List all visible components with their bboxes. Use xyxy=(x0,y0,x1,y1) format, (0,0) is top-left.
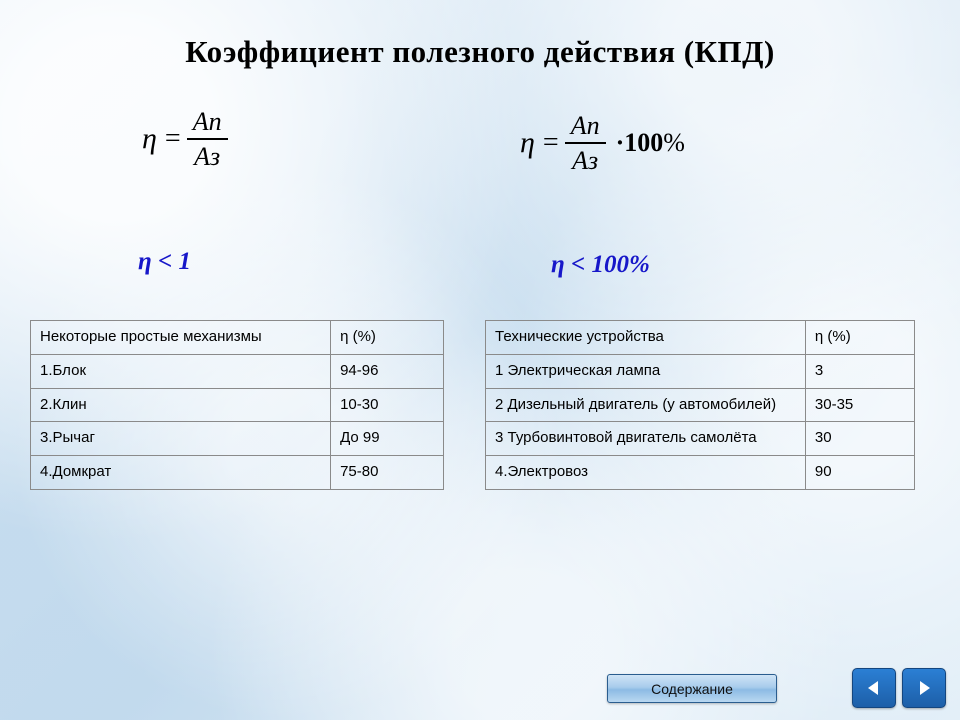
page-title: Коэффициент полезного действия (КПД) xyxy=(185,34,775,69)
table-header-row xyxy=(486,321,915,355)
contents-button-label: Содержание xyxy=(651,680,733,697)
multiplier-value: ·100 xyxy=(615,128,664,158)
fraction-denominator: Аз xyxy=(572,146,599,176)
table-technical-devices xyxy=(485,320,915,490)
formula-efficiency-fraction xyxy=(142,108,228,171)
cell-mechanism-value: 75-80 xyxy=(331,456,444,490)
cell-device-value: 90 xyxy=(805,456,914,490)
equals-symbol: = xyxy=(542,127,559,159)
fraction xyxy=(187,108,228,171)
cell-device-name: 4.Электровоз xyxy=(486,456,806,490)
inequality-eta-less-than-one: η < 1 xyxy=(138,248,191,275)
cell-mechanism-value: До 99 xyxy=(331,422,444,456)
cell-mechanism-name: 3.Рычаг xyxy=(31,422,331,456)
table-row xyxy=(486,354,915,388)
fraction-numerator: Ап xyxy=(570,111,600,140)
table-row xyxy=(31,456,444,490)
column-header-mechanism: Некоторые простые механизмы xyxy=(31,321,331,355)
cell-mechanism-name: 1.Блок xyxy=(31,354,331,388)
fraction xyxy=(565,112,606,175)
triangle-left-icon xyxy=(865,679,883,697)
table-row xyxy=(31,388,444,422)
cell-device-value: 30 xyxy=(805,422,914,456)
cell-mechanism-value: 10-30 xyxy=(331,388,444,422)
triangle-right-icon xyxy=(915,679,933,697)
previous-slide-button[interactable] xyxy=(852,668,896,708)
next-slide-button[interactable] xyxy=(902,668,946,708)
fraction-bar xyxy=(565,142,606,144)
table-row xyxy=(486,422,915,456)
cell-mechanism-name: 4.Домкрат xyxy=(31,456,331,490)
fraction-numerator: Ап xyxy=(192,107,222,136)
column-header-device: Технические устройства xyxy=(486,321,806,355)
cell-device-name: 3 Турбовинтовой двигатель самолёта xyxy=(486,422,806,456)
formula-efficiency-percent xyxy=(520,112,685,175)
percent-symbol: % xyxy=(663,128,685,158)
multiplier xyxy=(616,128,685,158)
table-simple-machines xyxy=(30,320,444,490)
table-row xyxy=(31,422,444,456)
cell-mechanism-name: 2.Клин xyxy=(31,388,331,422)
table-row xyxy=(486,388,915,422)
cell-device-name: 1 Электрическая лампа xyxy=(486,354,806,388)
table-row xyxy=(486,456,915,490)
fraction-bar xyxy=(187,138,228,140)
fraction-denominator: Аз xyxy=(194,142,221,172)
cell-mechanism-value: 94-96 xyxy=(331,354,444,388)
eta-symbol: η xyxy=(520,126,535,160)
eta-symbol: η xyxy=(142,122,157,156)
table-row xyxy=(31,354,444,388)
column-header-efficiency: η (%) xyxy=(331,321,444,355)
cell-device-name: 2 Дизельный двигатель (у автомобилей) xyxy=(486,388,806,422)
column-header-efficiency: η (%) xyxy=(805,321,914,355)
table-header-row xyxy=(31,321,444,355)
contents-button[interactable] xyxy=(607,674,777,703)
inequality-eta-less-than-hundred: η < 100% xyxy=(551,251,650,278)
equals-symbol: = xyxy=(164,123,181,155)
cell-device-value: 3 xyxy=(805,354,914,388)
cell-device-value: 30-35 xyxy=(805,388,914,422)
